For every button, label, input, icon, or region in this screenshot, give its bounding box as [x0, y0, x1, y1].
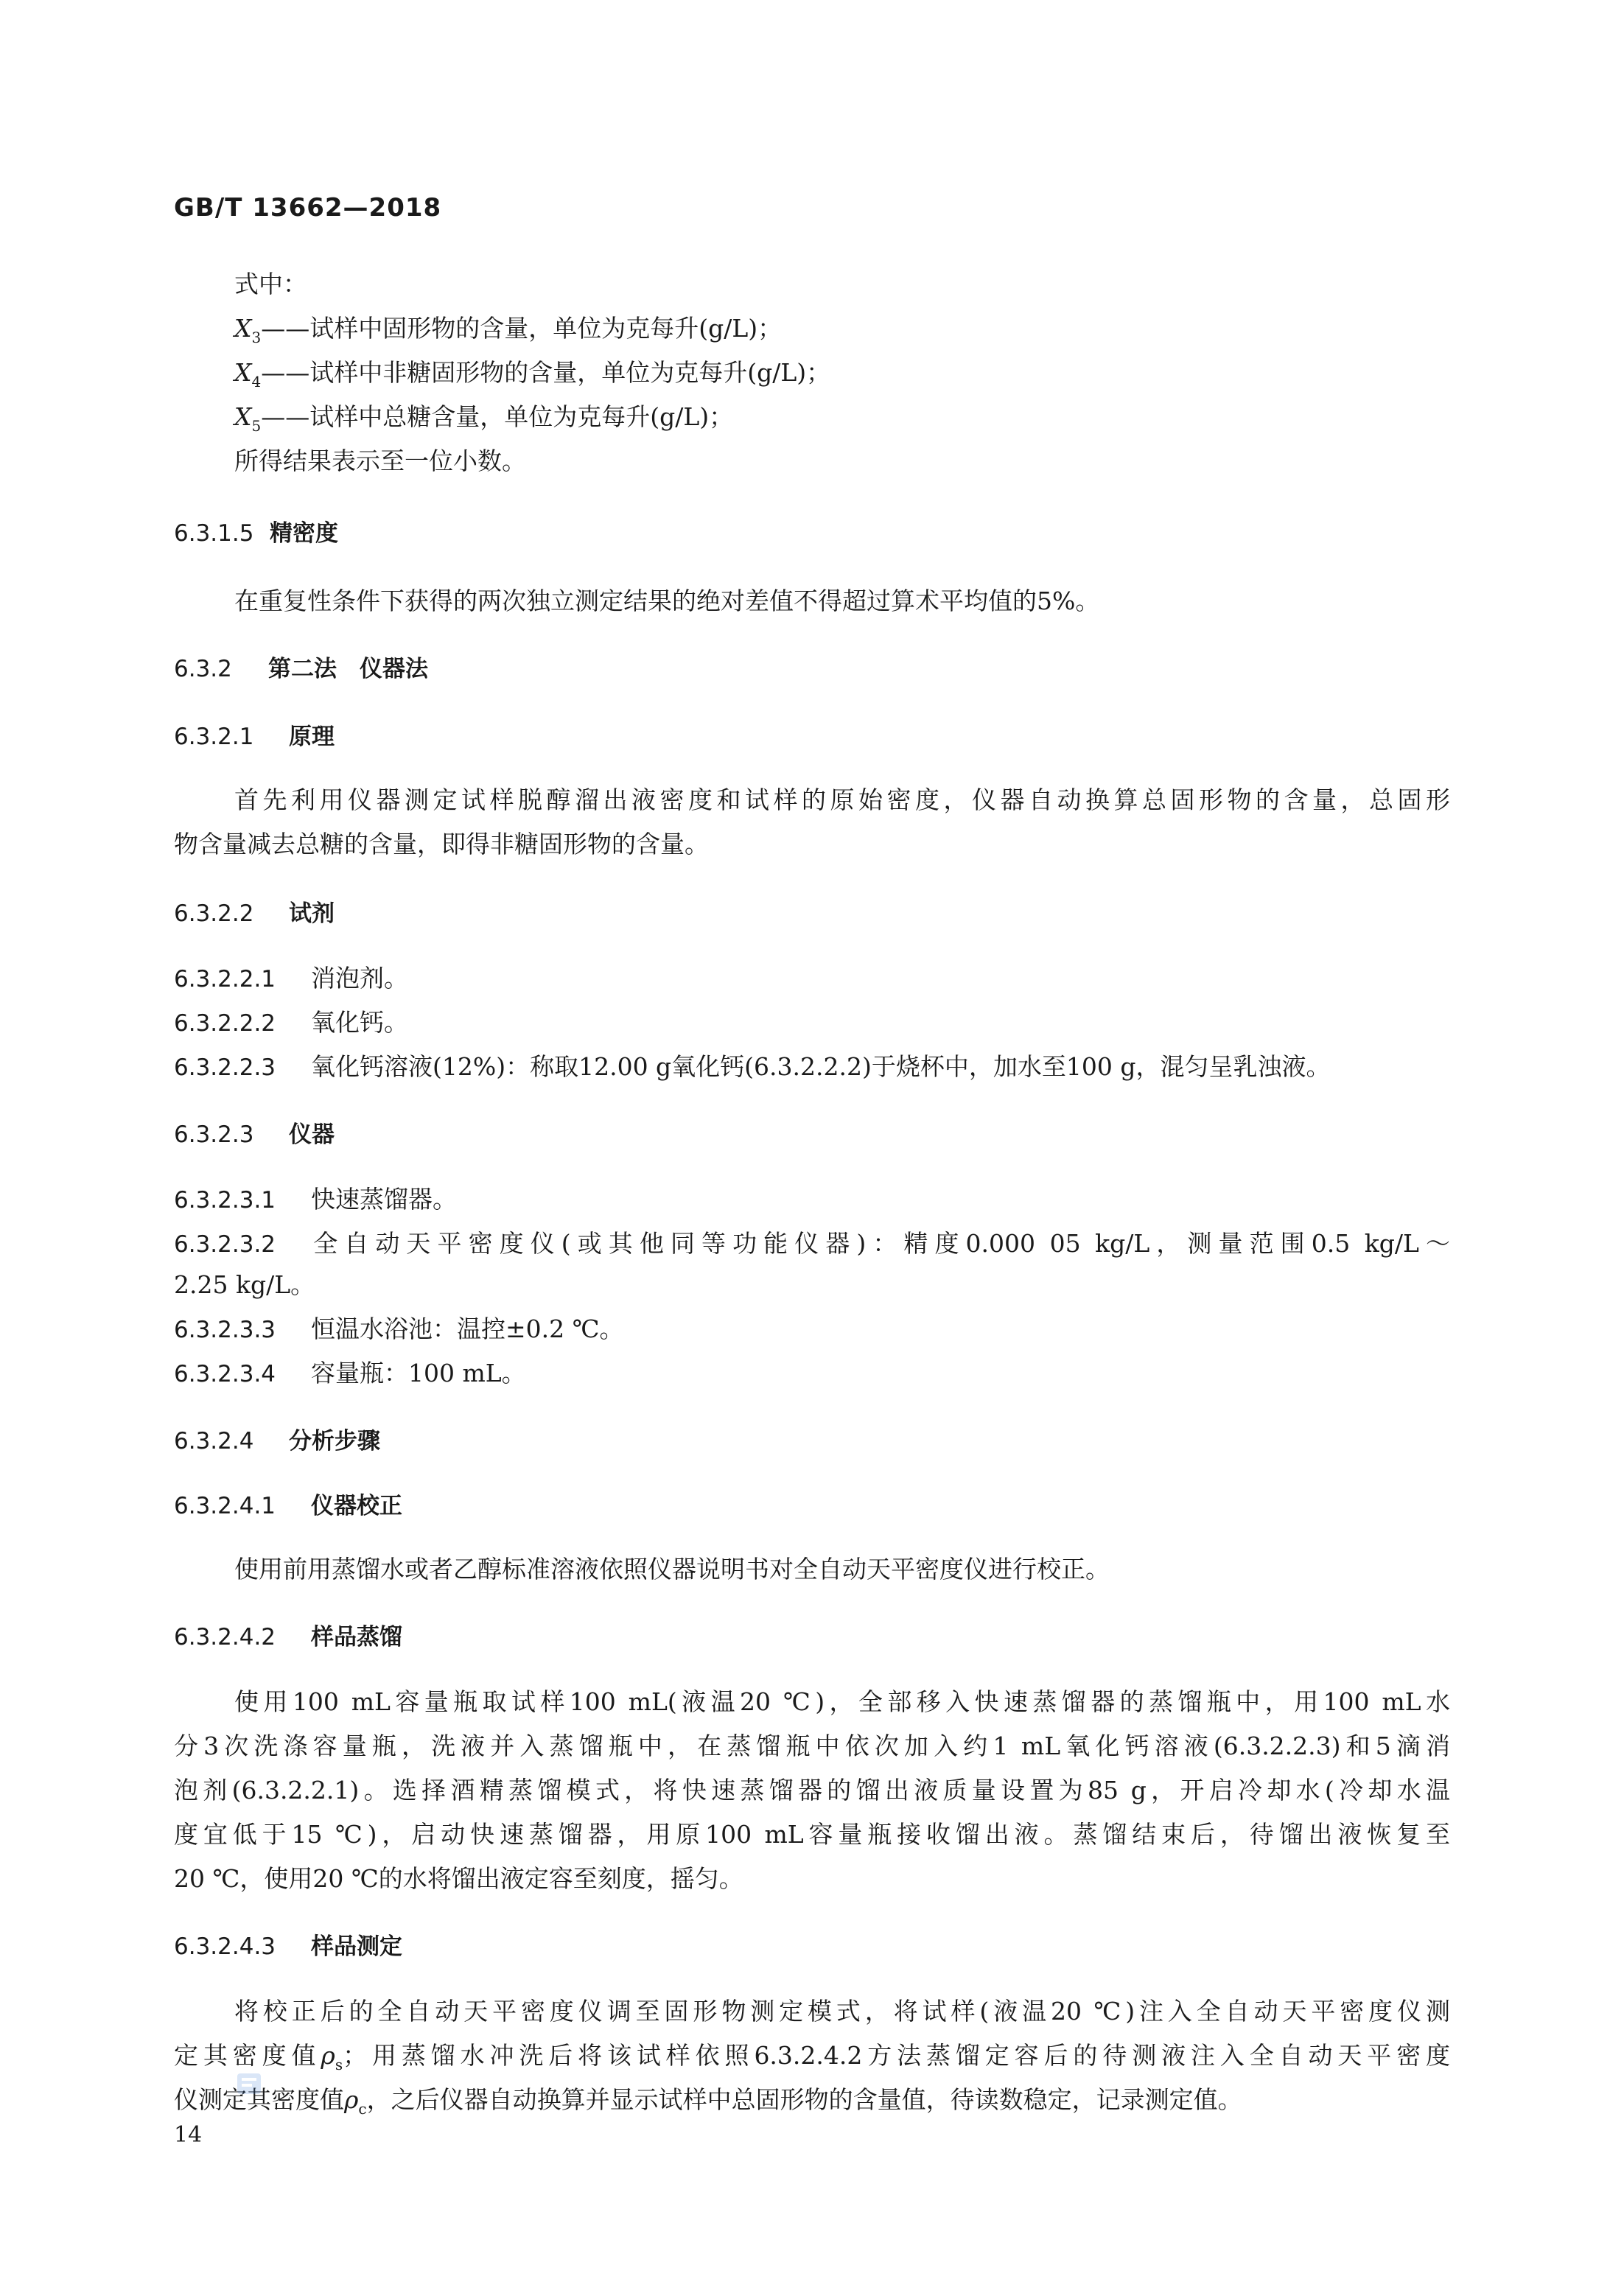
principle-line-2: 物含量减去总糖的含量，即得非糖固形物的含量。	[174, 830, 709, 858]
instrument-item	[174, 1356, 526, 1392]
item-text: 消泡剂。	[311, 964, 408, 993]
rho-symbol: ρ	[321, 2041, 335, 2070]
section-title: 精密度	[270, 520, 338, 547]
principle-line-1: 首先利用仪器测定试样脱醇溜出液密度和试样的原始密度，仪器自动换算总固形物的含量，总固形	[234, 785, 1450, 814]
heading-6-3-2-3	[174, 1117, 335, 1152]
distillation-line-4: 度宜低于15 ℃)，启动快速蒸馏器，用原100 mL容量瓶接收馏出液。蒸馏结束后，待馏出液恢复至	[174, 1820, 1450, 1849]
distillation-line-1: 使用100 mL容量瓶取试样100 mL(液温20 ℃)，全部移入快速蒸馏器的蒸馏瓶中，用100 mL水	[234, 1687, 1450, 1716]
section-title: 仪器校正	[311, 1493, 402, 1519]
heading-6-3-2-1	[174, 719, 335, 755]
instrument-item	[174, 1312, 624, 1348]
distillation-line-2: 分3次洗涤容量瓶，洗液并入蒸馏瓶中，在蒸馏瓶中依次加入约1 mL氧化钙溶液(6.3.2.2.3)和5滴消	[174, 1732, 1450, 1760]
result-note: 所得结果表示至一位小数。	[234, 447, 526, 475]
reagent-item	[174, 961, 408, 997]
var-symbol: X	[234, 314, 252, 343]
section-number: 6.3.2.4	[174, 1428, 254, 1454]
calibration-text: 使用前用蒸馏水或者乙醇标准溶液依照仪器说明书对全自动天平密度仪进行校正。	[234, 1555, 1110, 1583]
item-number: 6.3.2.2.3	[174, 1054, 276, 1081]
var-subscript: 5	[251, 417, 262, 435]
item-number: 6.3.2.3.1	[174, 1187, 276, 1214]
heading-6-3-2-4	[174, 1424, 380, 1459]
item-number: 6.3.2.3.3	[174, 1317, 276, 1343]
rho-symbol: ρ	[344, 2085, 359, 2114]
item-number: 6.3.2.2.1	[174, 966, 276, 993]
section-number: 6.3.2	[174, 656, 232, 682]
section-title: 仪器	[289, 1121, 335, 1148]
item-text: 2.25 kg/L。	[174, 1270, 315, 1299]
item-text: 恒温水浴池：温控±0.2 ℃。	[311, 1314, 624, 1343]
measurement-line-3	[174, 2082, 1242, 2126]
section-title: 试剂	[289, 900, 335, 927]
item-number: 6.3.2.2.2	[174, 1010, 276, 1037]
section-number: 6.3.2.4.3	[174, 1933, 276, 1960]
instrument-item-continued	[174, 1267, 315, 1303]
section-title: 样品蒸馏	[311, 1624, 402, 1650]
measurement-line-2	[174, 2038, 1450, 2082]
var-x5-line	[234, 399, 733, 444]
text-run: ；用蒸馏水冲洗后将该试样依照6.3.2.4.2方法蒸馏定容后的待测液注入全自动天平密度	[343, 2041, 1451, 2070]
section-title: 第二法 仪器法	[268, 656, 428, 682]
precision-text: 在重复性条件下获得的两次独立测定结果的绝对差值不得超过算术平均值的5%。	[234, 587, 1100, 615]
heading-6-3-2	[174, 651, 428, 687]
var-description: ——试样中固形物的含量，单位为克每升(g/L)；	[261, 314, 783, 343]
reagent-item	[174, 1005, 408, 1041]
item-text: 氧化钙溶液(12%)：称取12.00 g氧化钙(6.3.2.2.2)于烧杯中，加水至100 g，混匀呈乳浊液。	[311, 1052, 1331, 1081]
item-number: 6.3.2.3.2	[174, 1231, 276, 1258]
instrument-item	[174, 1182, 457, 1218]
where-intro: 式中：	[234, 270, 307, 298]
distillation-line-5: 20 ℃，使用20 ℃的水将馏出液定容至刻度，摇匀。	[174, 1864, 743, 1893]
section-number: 6.3.2.4.1	[174, 1493, 276, 1519]
var-description: ——试样中总糖含量，单位为克每升(g/L)；	[261, 402, 734, 431]
item-number: 6.3.2.3.4	[174, 1361, 276, 1387]
heading-6-3-2-2	[174, 896, 335, 931]
var-x3-line	[234, 311, 782, 355]
watermark-logo-icon	[234, 2069, 264, 2098]
var-symbol: X	[234, 402, 252, 431]
instrument-item	[174, 1226, 1450, 1262]
var-symbol: X	[234, 358, 252, 387]
section-number: 6.3.2.4.2	[174, 1624, 276, 1650]
text-run: 仪测定其密度值	[174, 2085, 344, 2114]
reagent-item	[174, 1049, 1330, 1085]
section-title: 样品测定	[311, 1933, 402, 1960]
page-number: 14	[174, 2122, 203, 2148]
item-text: 氧化钙。	[311, 1008, 408, 1037]
heading-6-3-2-4-3	[174, 1929, 402, 1964]
text-run: ，之后仪器自动换算并显示试样中总固形物的含量值，待读数稳定，记录测定值。	[366, 2085, 1242, 2114]
var-subscript: 4	[251, 373, 262, 391]
standard-code: GB/T 13662—2018	[174, 193, 442, 223]
heading-6-3-2-4-1	[174, 1488, 402, 1524]
distillation-line-3: 泡剂(6.3.2.2.1)。选择酒精蒸馏模式，将快速蒸馏器的馏出液质量设置为85 g，开启冷却水(冷却水温	[174, 1776, 1450, 1804]
heading-6-3-1-5	[174, 516, 338, 551]
item-text: 容量瓶：100 mL。	[311, 1359, 526, 1387]
var-subscript: 3	[251, 329, 262, 346]
rho-subscript: s	[335, 2056, 343, 2073]
item-text: 快速蒸馏器。	[311, 1185, 457, 1214]
section-number: 6.3.2.2	[174, 900, 254, 927]
section-title: 分析步骤	[289, 1428, 380, 1454]
heading-6-3-2-4-2	[174, 1620, 402, 1655]
section-number: 6.3.2.1	[174, 724, 254, 750]
item-text: 全自动天平密度仪(或其他同等功能仪器)：精度0.000 05 kg/L，测量范围0.5 kg/L～	[313, 1229, 1450, 1258]
section-number: 6.3.2.3	[174, 1121, 254, 1148]
section-number: 6.3.1.5	[174, 520, 254, 547]
text-run: 定其密度值	[174, 2041, 321, 2070]
rho-subscript: c	[358, 2100, 367, 2118]
measurement-line-1: 将校正后的全自动天平密度仪调至固形物测定模式，将试样(液温20 ℃)注入全自动天平密度仪测	[234, 1997, 1450, 2026]
var-description: ——试样中非糖固形物的含量，单位为克每升(g/L)；	[261, 358, 831, 387]
var-x4-line	[234, 355, 830, 399]
section-title: 原理	[289, 724, 335, 750]
